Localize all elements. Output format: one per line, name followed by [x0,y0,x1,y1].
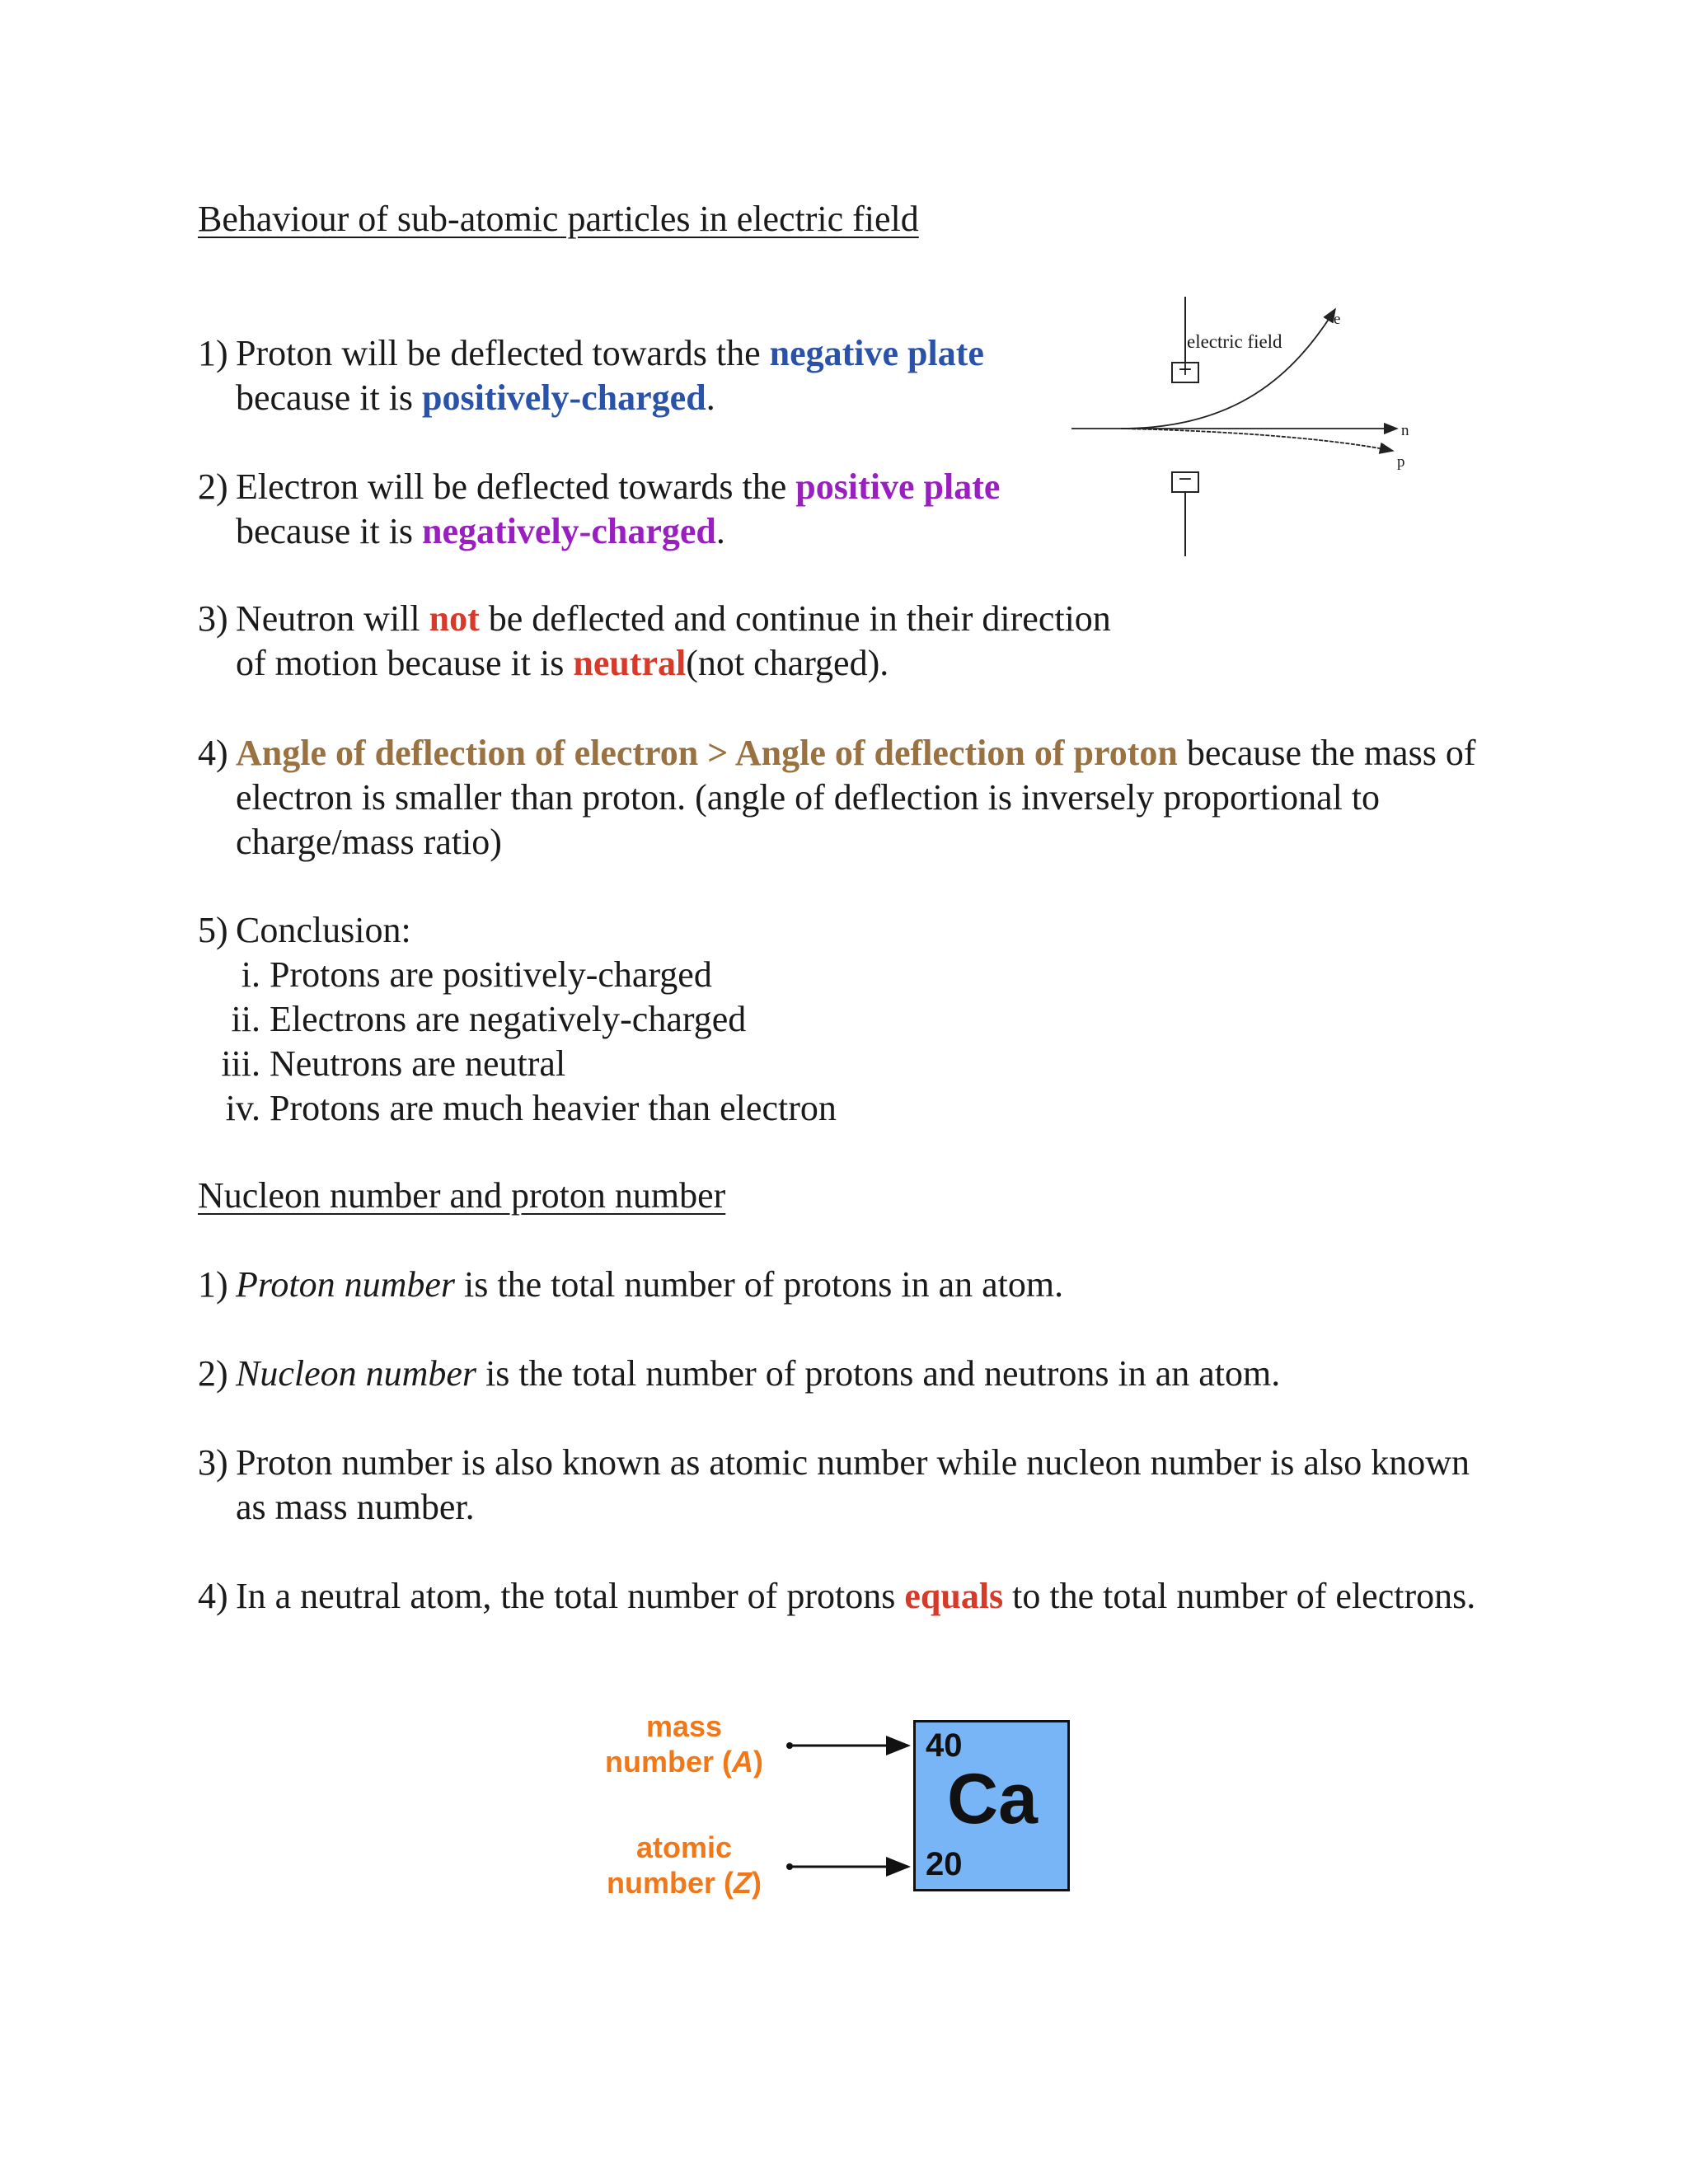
text: (not charged). [686,643,889,683]
point-number: 3) [198,1442,228,1483]
point-proton-number [198,1263,1517,1307]
conclusion-item [211,953,712,997]
proton-path [1121,429,1393,451]
highlight-positively-charged: positively-charged [422,377,706,418]
point-neutral-atom [198,1574,1484,1619]
text: number ( [606,1866,734,1900]
point-number: 4) [198,1576,228,1616]
electron-label: e [1334,311,1341,328]
electric-field-label: electric field [1187,331,1282,352]
text: Proton will be deflected towards the [236,333,770,373]
point-angle-of-deflection [198,731,1500,865]
section-heading-electric-field: Behaviour of sub-atomic particles in electric field [198,199,919,239]
point-number: 1) [198,1264,228,1305]
neutron-label: n [1401,422,1409,439]
point-number: 2) [198,1353,228,1394]
point-number: 1) [198,333,228,373]
text: Protons are much heavier than electron [270,1088,837,1128]
highlight-angle-comparison: Angle of deflection of electron > Angle of deflection of proton [236,733,1178,773]
label-line: atomic [635,1830,733,1864]
roman-numeral: i. [241,954,260,995]
section-heading-nucleon-number: Nucleon number and proton number [198,1175,726,1216]
atomic-number-value: 20 [926,1846,963,1882]
highlight-neutral: neutral [573,643,687,683]
text: number ( [604,1745,732,1779]
text: In a neutral atom, the total number of protons [236,1576,905,1616]
text: be deflected and continue in their direction of motion because it is [236,598,1111,683]
conclusion-item [211,997,746,1042]
text: because it is [236,377,423,418]
element-box [913,1720,1070,1891]
text: is the total number of protons and neutrons in an atom. [476,1353,1281,1394]
term-proton-number: Proton number [236,1264,456,1305]
point-atomic-mass-number [198,1441,1484,1530]
text: Neutron will [236,598,429,639]
point-electron [198,465,1022,554]
point-nucleon-number [198,1352,1517,1396]
text: because it is [236,511,423,551]
label-line: mass [645,1709,723,1743]
text: Electrons are negatively-charged [270,999,747,1039]
text: Proton number is also known as atomic number while nucleon number is also known as mass number. [236,1442,1470,1527]
point-number: 3) [198,598,228,639]
text: Electron will be deflected towards the [236,466,796,507]
point-neutron [198,597,1129,686]
mass-number-value: 40 [926,1727,963,1764]
text: Neutrons are neutral [270,1043,566,1084]
electric-field-diagram [1071,293,1434,565]
point-number: 2) [198,466,228,507]
conclusion-label: Conclusion: [236,910,411,950]
point-number: 5) [198,910,228,950]
text: ) [752,1866,762,1900]
highlight-equals: equals [904,1576,1004,1616]
point-proton [198,331,1022,420]
text: is the total number of protons in an atom. [455,1264,1064,1305]
highlight-negative-plate: negative plate [769,333,984,373]
text: to the total number of electrons. [1003,1576,1476,1616]
text: because the mass of electron is smaller than proton. (angle of deflection is inversely proportional to charge/mass ratio) [236,733,1476,862]
roman-numeral: iii. [221,1043,260,1084]
symbol-a: A [732,1745,753,1779]
term-nucleon-number: Nucleon number [236,1353,477,1394]
text: . [706,377,715,418]
highlight-negatively-charged: negatively-charged [422,511,716,551]
conclusion-item [211,1042,565,1086]
minus-sign: − [1177,469,1193,490]
roman-numeral: iv. [225,1088,260,1128]
text: ) [753,1745,763,1779]
text: Protons are positively-charged [270,954,712,995]
nuclide-notation-diagram [577,1706,1088,1937]
electron-path [1121,309,1335,429]
proton-label: p [1397,453,1405,471]
highlight-not: not [429,598,480,639]
element-symbol: Ca [947,1760,1038,1839]
point-number: 4) [198,733,228,773]
symbol-z: Z [734,1866,752,1900]
conclusion-item [211,1086,837,1131]
plus-sign: + [1177,359,1193,380]
highlight-positive-plate: positive plate [795,466,1001,507]
point-conclusion [198,908,940,953]
text: . [715,511,725,551]
roman-numeral: ii. [231,999,260,1039]
